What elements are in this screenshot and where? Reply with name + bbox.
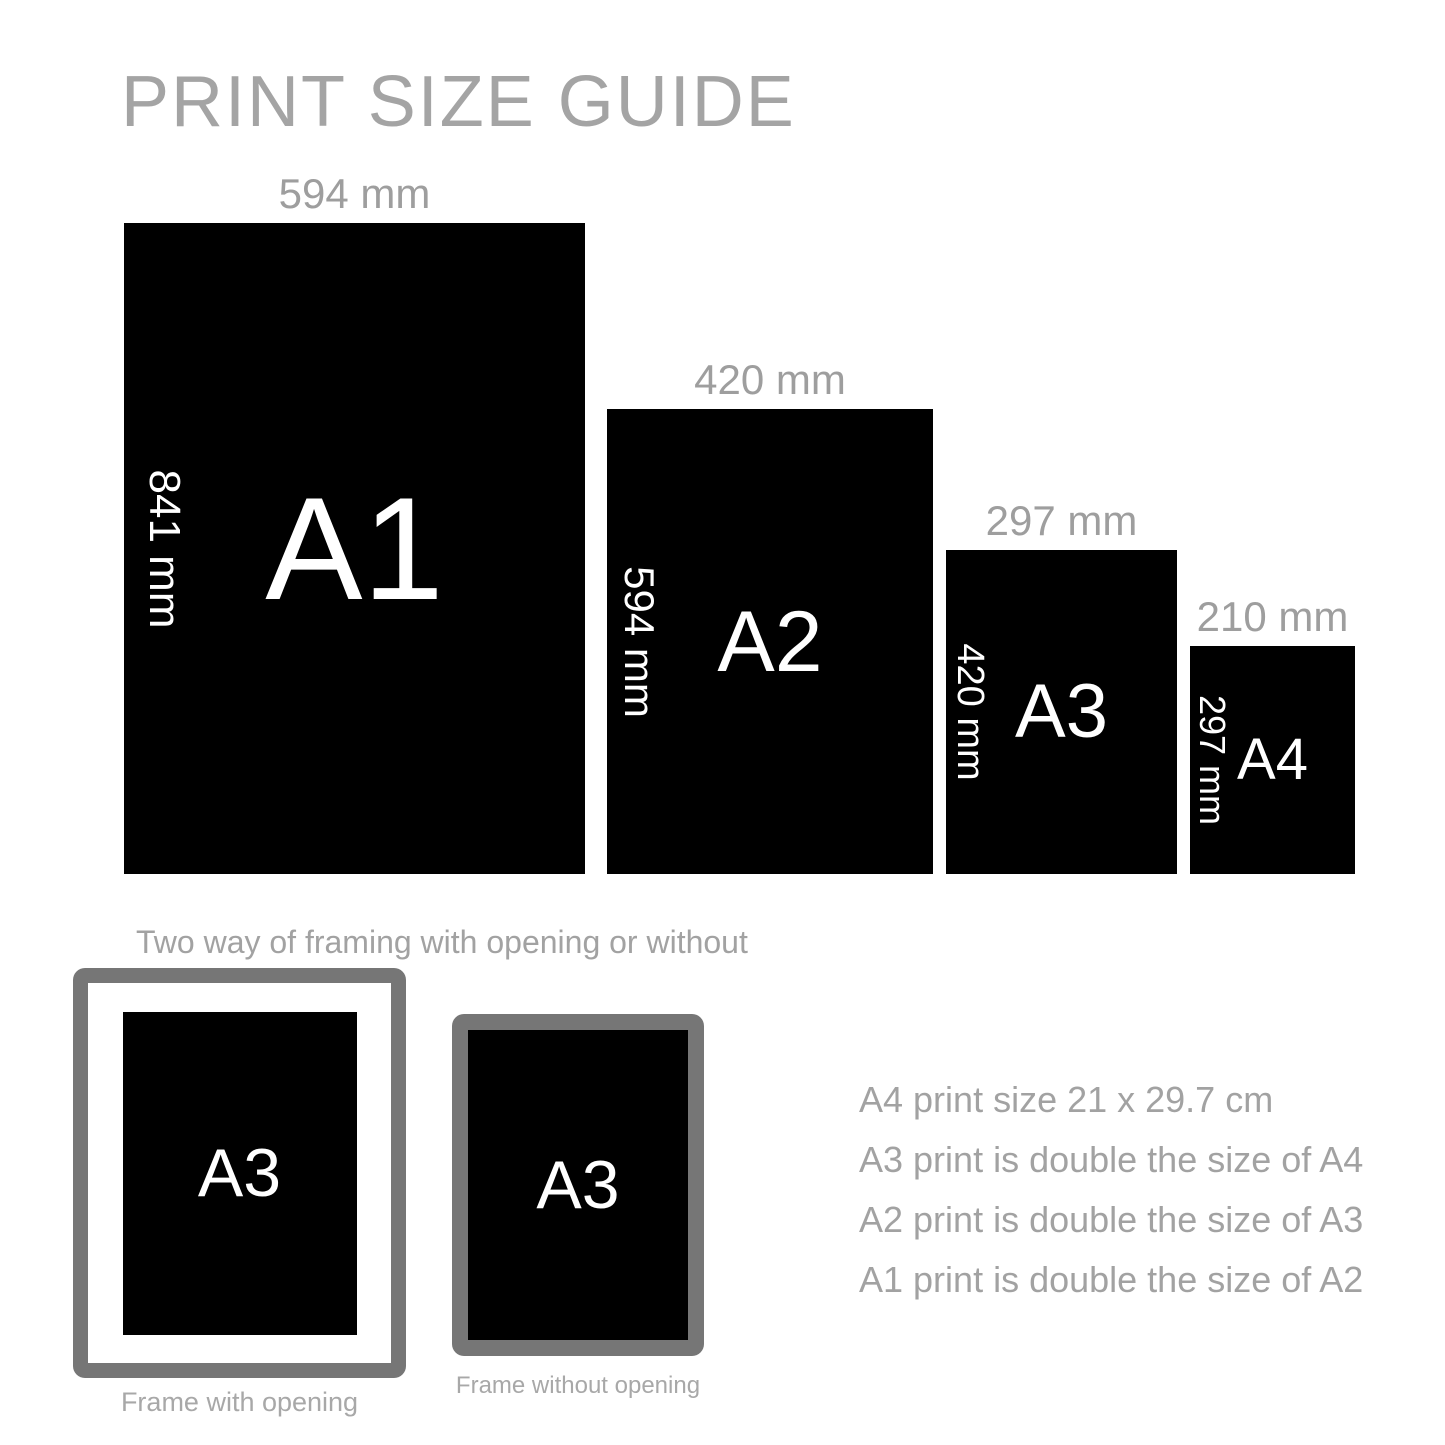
size-notes: [859, 1070, 1363, 1310]
framing-heading: Two way of framing with opening or without: [136, 924, 748, 960]
frame-without-opening-print: [468, 1030, 688, 1340]
a1-sheet: [124, 223, 585, 874]
frame-with-opening-caption: Frame with opening: [120, 1387, 359, 1417]
page-title: PRINT SIZE GUIDE: [121, 62, 796, 142]
a4-height-label: 297 mm: [1192, 694, 1233, 826]
a2-size-name: A2: [717, 593, 823, 690]
frame-with-opening-print: [123, 1012, 357, 1335]
a2-sheet: [607, 409, 933, 874]
a3-sheet: [946, 550, 1177, 874]
a4-size-name: A4: [1237, 727, 1308, 792]
note-a3-vs-a4: A3 print is double the size of A4: [859, 1139, 1364, 1180]
frame-with-opening-print-label: A3: [197, 1135, 282, 1211]
frame-without-opening-caption: Frame without opening: [455, 1372, 701, 1399]
frame-without-opening-print-label: A3: [536, 1147, 620, 1223]
a2-width-label: 420 mm: [694, 356, 846, 403]
a3-size-name: A3: [1015, 669, 1108, 754]
frame-without-opening: [452, 1014, 704, 1356]
a1-width-label: 594 mm: [278, 170, 431, 217]
a4-sheet: [1190, 646, 1355, 874]
a4-width-label: 210 mm: [1196, 593, 1349, 640]
a3-width-label: 297 mm: [985, 497, 1138, 544]
a3-height-label: 420 mm: [949, 643, 991, 781]
note-a1-vs-a2: A1 print is double the size of A2: [859, 1259, 1364, 1300]
a2-height-label: 594 mm: [616, 565, 663, 718]
note-a2-vs-a3: A2 print is double the size of A3: [859, 1199, 1364, 1240]
frame-with-opening: [73, 968, 406, 1378]
a1-size-name: A1: [265, 466, 444, 630]
a1-height-label: 841 mm: [140, 469, 189, 628]
note-a4-size: A4 print size 21 x 29.7 cm: [859, 1079, 1274, 1120]
